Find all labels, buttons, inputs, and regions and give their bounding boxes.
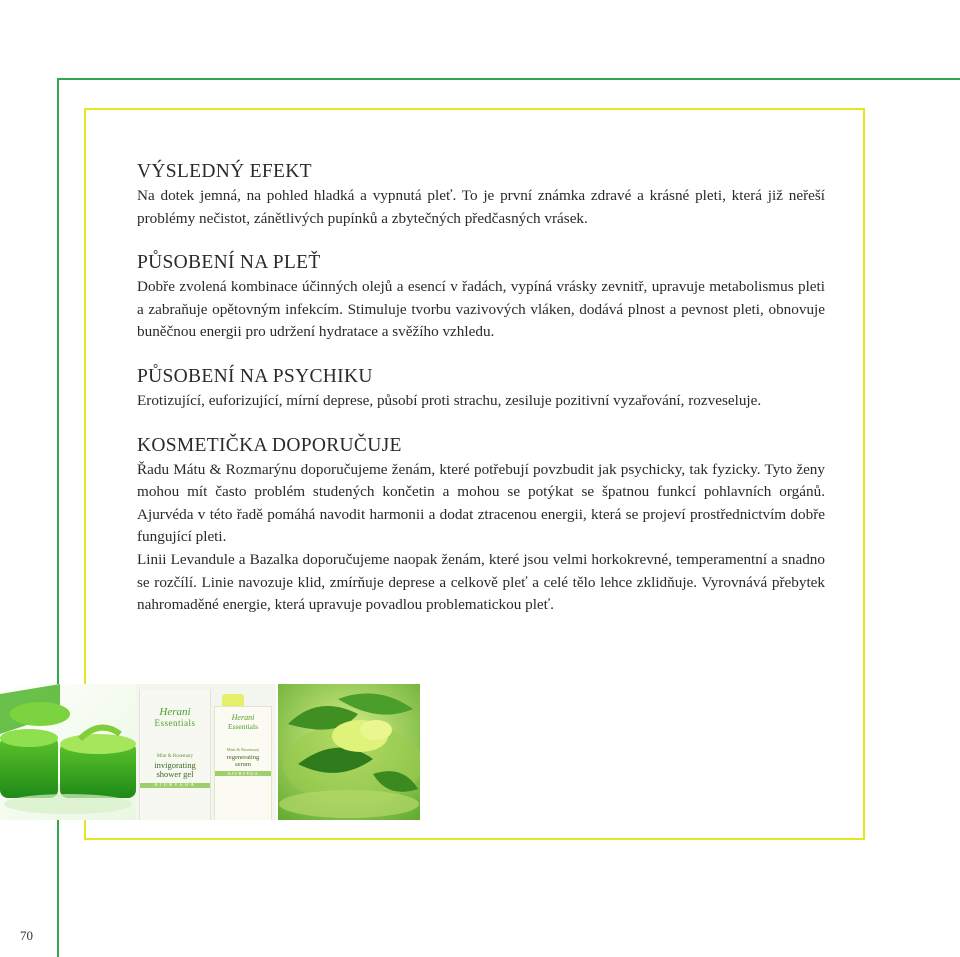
bottle-line: Essentials [154, 718, 196, 728]
section-paragraph: Na dotek jemná, na pohled hladká a vypnutá pleť. To je první známka zdravé a krásné pleti, která již neřeší problémy nečistot, zánětlivých pupínků a zbytečných předčasných vrásek. [137, 187, 825, 227]
bottle-brand: Herani [159, 706, 191, 718]
serum-bottle [214, 706, 272, 820]
section-vysledny-efekt [137, 160, 825, 230]
text-content [137, 160, 825, 638]
green-jars-photo [0, 684, 136, 820]
bottle-variant: Mint & Rosemary [156, 754, 194, 759]
serum-cap [222, 694, 244, 706]
section-paragraph: Dobře zvolená kombinace účinných olejů a esencí v řadách, vypíná vrásky zevnitř, upravuje metabolismus pleti a zabraňuje opětovným infekcím. Stimuluje tvorbu vazivových vláken, dodává plnost a pevnost pleti, obnovuje buněčnou energii pro udržení hydratace a svěžího vzhledu. [137, 278, 825, 341]
section-heading: VÝSLEDNÝ EFEKT [137, 161, 312, 182]
bottle-variant: Mint & Rosemary [226, 747, 260, 752]
bottle-brand: Herani [231, 713, 255, 722]
product-bottles-photo [136, 684, 276, 820]
section-heading: PŮSOBENÍ NA PLEŤ [137, 252, 321, 274]
section-paragraph: Erotizující, euforizující, mírní deprese, působí proti strachu, zesiluje pozitivní vyzařování, rozveseluje. [137, 391, 762, 409]
bottle-stripe: AJURVÉDA [140, 783, 210, 788]
section-heading: PŮSOBENÍ NA PSYCHIKU [137, 365, 373, 387]
bottle-product-name: invigorating shower gel [154, 760, 196, 779]
section-heading: KOSMETIČKA DOPORUČUJE [137, 434, 402, 456]
green-frame-top-line [57, 78, 960, 80]
bottle-product-name: regenerating serum [226, 754, 260, 768]
section-pusobeni-na-plet [137, 251, 825, 344]
bottle-stripe: AJURVÉDA [215, 771, 271, 776]
section-pusobeni-na-psychiku [137, 365, 825, 413]
section-kosmeticka-doporucuje [137, 434, 825, 617]
bottle-line: Essentials [228, 722, 258, 731]
shower-gel-bottle [139, 690, 211, 820]
leaves-bowl-photo [278, 684, 420, 820]
section-paragraph: Linii Levandule a Bazalka doporučujeme naopak ženám, které jsou velmi horkokrevné, temperamentní a snadno se rozčílí. Linie navozuje klid, zmírňuje deprese a celkově pleť a celé tělo lehce zklidňuje. Vyrovnává přebytek nahromaděné energie, která upravuje povadlou problematickou pleť. [137, 550, 825, 614]
section-paragraph: Řadu Mátu & Rozmarýnu doporučujeme ženám, které potřebují povzbudit jak psychicky, tak fyzicky. Tyto ženy mohou mít často problém studených končetin a mohou se potýkat se špatnou funkcí pohlavních orgánů. Ajurvéda v této řadě pomáhá navodit harmonii a dodat ztracenou energii, která se projeví prostřednictvím dobře fungující pleti. [137, 460, 825, 546]
green-frame-left-line [57, 78, 59, 957]
page-number: 70 [20, 928, 33, 943]
